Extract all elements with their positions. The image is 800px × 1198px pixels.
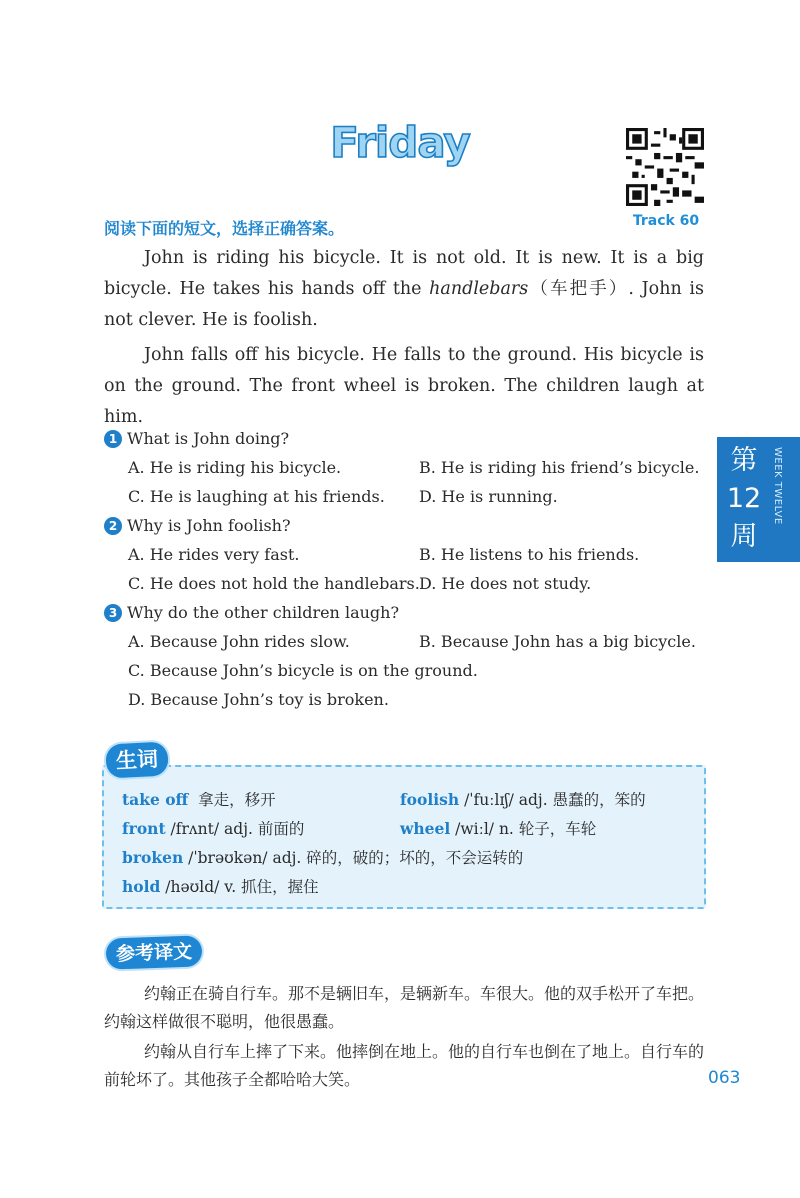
- qr-code-icon[interactable]: [626, 128, 704, 206]
- option[interactable]: C. He does not hold the handlebars.: [128, 574, 420, 593]
- option[interactable]: A. Because John rides slow.: [128, 632, 350, 651]
- page-title: Friday: [330, 118, 470, 167]
- track-label: Track 60: [632, 213, 700, 229]
- page-number: 063: [708, 1068, 741, 1088]
- vocab-row: hold /həʊld/ v. 抓住，握住: [122, 877, 319, 896]
- passage-paragraph-1: John is riding his bicycle. It is not old. It is new. It is a big bicycle. He takes his hands off the handlebars（车把手）. John is not clever. He is foolish.: [104, 248, 704, 330]
- question-list: [104, 424, 704, 714]
- translation-badge: 参考译文: [105, 935, 202, 969]
- week-tab-label: 第12周: [726, 445, 762, 552]
- option[interactable]: A. He rides very fast.: [128, 545, 300, 564]
- question-2: 2 Why is John foolish?: [104, 511, 704, 540]
- translation-paragraph-2: 约翰从自行车上摔了下来。他摔倒在地上。他的自行车也倒在了地上。自行车的前轮坏了。其他孩子全都哈哈大笑。: [104, 1042, 705, 1089]
- passage-paragraph-2: John falls off his bicycle. He falls to the ground. His bicycle is on the ground. The front wheel is broken. The children laugh at him.: [104, 345, 704, 427]
- option[interactable]: A. He is riding his bicycle.: [128, 458, 342, 477]
- option[interactable]: D. Because John’s toy is broken.: [128, 690, 389, 709]
- option[interactable]: D. He is running.: [419, 487, 558, 506]
- question-3: 3 Why do the other children laugh?: [104, 598, 704, 627]
- vocab-row: front /frʌnt/ adj. 前面的 wheel /wiːl/ n. 轮子，车轮: [122, 819, 597, 838]
- option[interactable]: C. He is laughing at his friends.: [128, 487, 385, 506]
- question-1: 1 What is John doing?: [104, 424, 704, 453]
- instruction: 阅读下面的短文，选择正确答案。: [104, 219, 345, 238]
- option[interactable]: B. He is riding his friend’s bicycle.: [419, 458, 700, 477]
- vocab-row: broken /ˈbrəʊkən/ adj. 碎的，破的；坏的，不会运转的: [122, 848, 524, 867]
- vocabulary-list: [122, 785, 702, 901]
- vocab-row: take off 拿走，移开 foolish /ˈfuːlɪʃ/ adj. 愚蠢的，笨的: [122, 790, 646, 809]
- week-tab-english: WEEK TWELVE: [772, 447, 783, 525]
- option[interactable]: C. Because John’s bicycle is on the ground.: [128, 661, 478, 680]
- vocabulary-badge: 生词: [105, 741, 169, 778]
- reading-passage: [104, 243, 704, 437]
- option[interactable]: B. He listens to his friends.: [419, 545, 640, 564]
- option[interactable]: D. He does not study.: [419, 574, 592, 593]
- translation-paragraph-1: 约翰正在骑自行车。那不是辆旧车，是辆新车。车很大。他的双手松开了车把。约翰这样做很不聪明，他很愚蠢。: [104, 984, 705, 1031]
- translation-text: [104, 980, 704, 1096]
- option[interactable]: B. Because John has a big bicycle.: [419, 632, 696, 651]
